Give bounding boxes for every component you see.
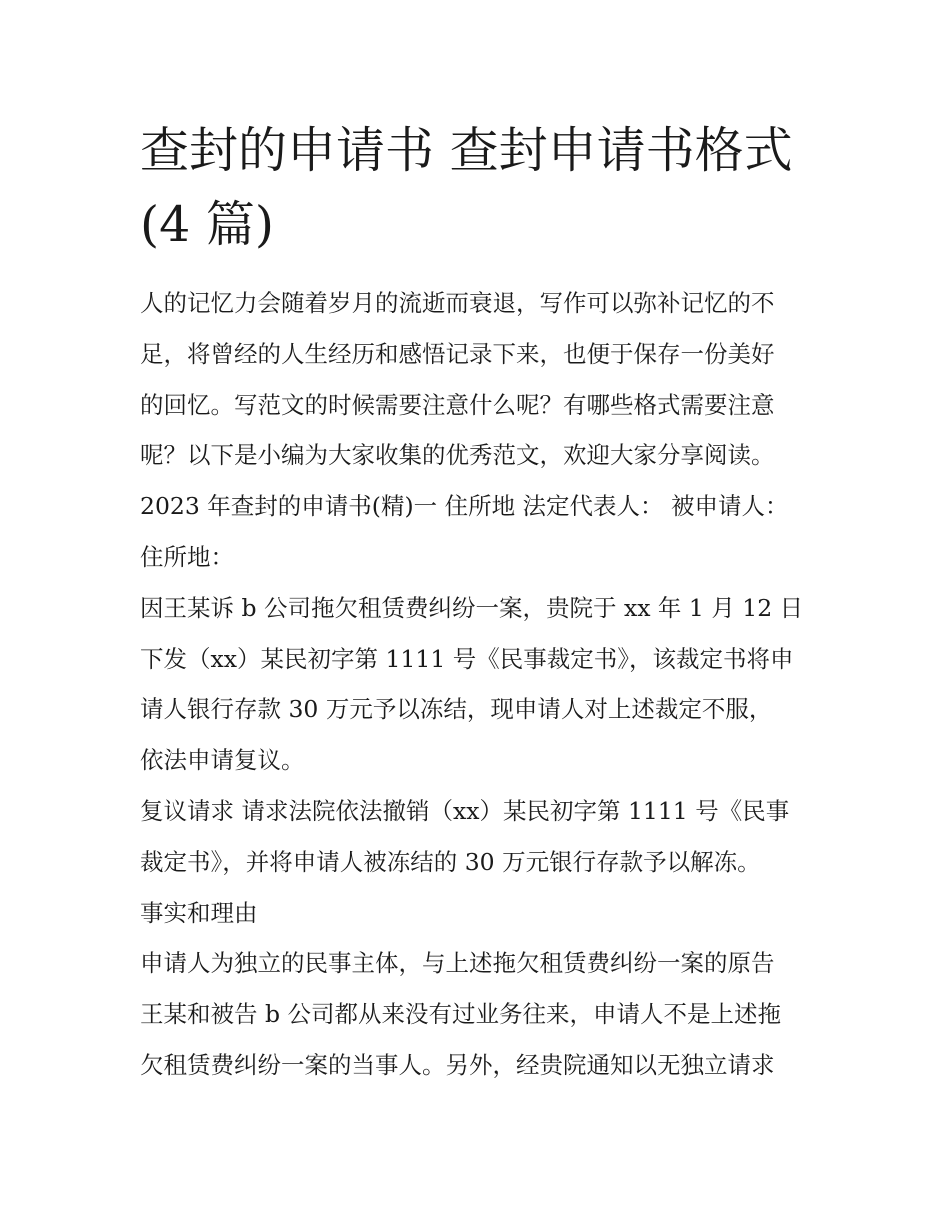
body-line: 欠租赁费纠纷一案的当事人。另外，经贵院通知以无独立请求: [140, 1050, 775, 1079]
title-line-2: (4 篇): [140, 196, 274, 253]
body-line: 住所地：: [140, 542, 234, 571]
body-line: 2023 年查封的申请书(精)一 住所地 法定代表人： 被申请人：: [140, 492, 789, 521]
body-line: 事实和理由: [140, 898, 258, 927]
body-line: 复议请求 请求法院依法撤销（xx）某民初字第 1111 号《民事: [140, 796, 790, 825]
body-line: 下发（xx）某民初字第 1111 号《民事裁定书》，该裁定书将申: [140, 644, 794, 673]
title-line-1: 查封的申请书 查封申请书格式: [140, 122, 793, 179]
body-line: 裁定书》，并将申请人被冻结的 30 万元银行存款予以解冻。: [140, 847, 761, 876]
document-body: [140, 278, 830, 1091]
body-line: 的回忆。写范文的时候需要注意什么呢？有哪些格式需要注意: [140, 390, 775, 419]
body-line: 申请人为独立的民事主体，与上述拖欠租赁费纠纷一案的原告: [140, 949, 775, 978]
body-line: 因王某诉 b 公司拖欠租赁费纠纷一案，贵院于 xx 年 1 月 12 日: [140, 593, 804, 622]
body-line: 依法申请复议。: [140, 746, 305, 775]
body-line: 足，将曾经的人生经历和感悟记录下来，也便于保存一份美好: [140, 339, 775, 368]
body-line: 呢？以下是小编为大家收集的优秀范文，欢迎大家分享阅读。: [140, 441, 775, 470]
body-line: 请人银行存款 30 万元予以冻结，现申请人对上述裁定不服，: [140, 695, 773, 724]
page-title: [140, 114, 820, 262]
body-line: 王某和被告 b 公司都从来没有过业务往来，申请人不是上述拖: [140, 1000, 781, 1029]
body-line: 人的记忆力会随着岁月的流逝而衰退，写作可以弥补记忆的不: [140, 289, 775, 317]
